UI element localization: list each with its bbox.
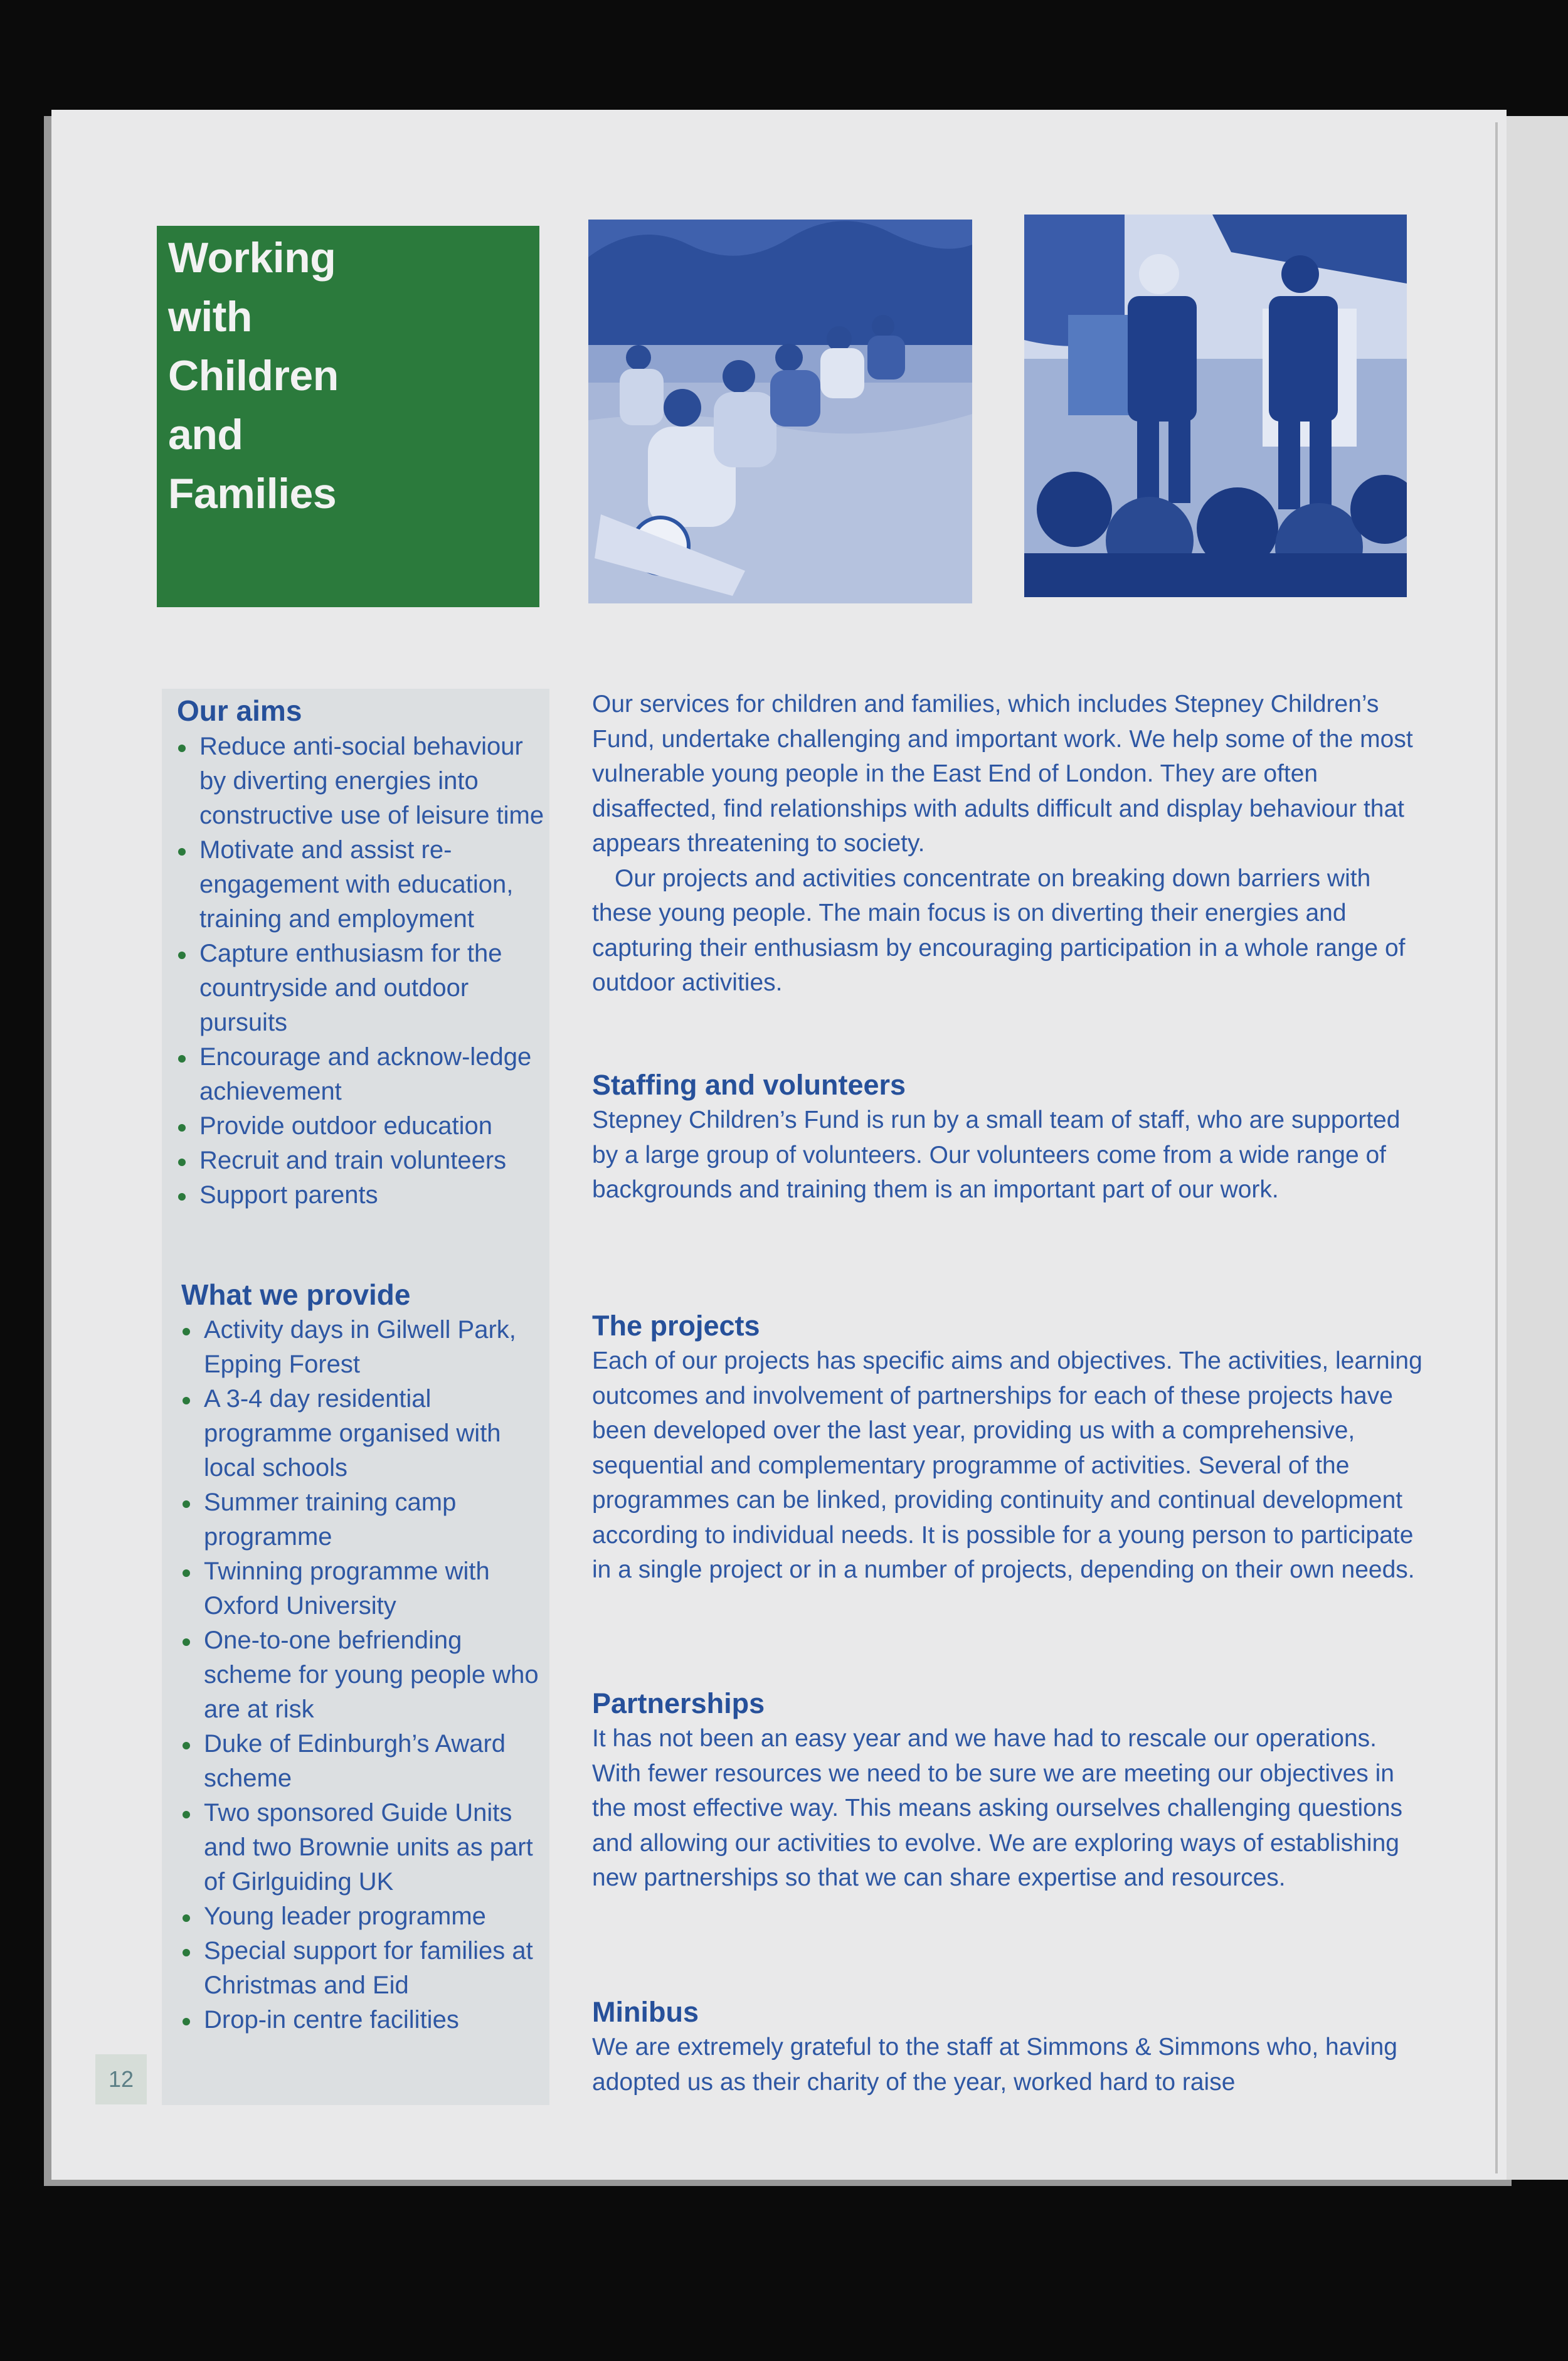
bullet-icon	[183, 1949, 190, 1956]
title-line: and	[168, 411, 243, 459]
minibus-heading: Minibus	[592, 1996, 699, 2028]
bullet-icon	[178, 1055, 186, 1063]
bullet-icon	[178, 1159, 186, 1166]
children-group-photo	[588, 220, 972, 603]
partnerships-section	[592, 1686, 1426, 1896]
minibus-paragraph: We are extremely grateful to the staff at Simmons & Simmons who, having adopted us as their charity of the year, worked hard to raise	[592, 2034, 1397, 2096]
list-item: Reduce anti-social behaviour by diverting energies into constructive use of leisure time	[177, 730, 553, 833]
bullet-icon	[183, 1811, 190, 1818]
bullet-icon	[183, 1500, 190, 1508]
list-item: Motivate and assist re-engagement with education, training and employment	[177, 833, 553, 936]
list-item: Young leader programme	[181, 1899, 551, 1934]
list-item: One-to-one befriending scheme for young people who are at risk	[181, 1623, 551, 1727]
partnerships-paragraph: It has not been an easy year and we have had to rescale our operations. With fewer resources we need to be sure we are meeting our objectives in the most effective way. This means asking ourselves challenging questions and allowing our activities to evolve. We are exploring ways of establishing new partnerships so that we can share expertise and resources.	[592, 1725, 1403, 1891]
list-item: Special support for families at Christmas and Eid	[181, 1934, 551, 2003]
list-item: Encourage and acknow-ledge achievement	[177, 1040, 553, 1109]
staffing-heading: Staffing and volunteers	[592, 1069, 906, 1101]
bullet-icon	[178, 848, 186, 856]
bullet-icon	[183, 1914, 190, 1922]
minibus-section	[592, 1995, 1426, 2099]
next-page-edge	[1499, 116, 1568, 2180]
provide-heading: What we provide	[181, 1278, 411, 1311]
bullet-icon	[178, 1124, 186, 1132]
list-item: Capture enthusiasm for the countryside and outdoor pursuits	[177, 936, 553, 1040]
list-item: Support parents	[177, 1178, 553, 1212]
intro-text	[592, 687, 1426, 1000]
title-line: Working	[168, 234, 336, 282]
staffing-section	[592, 1068, 1426, 1207]
bullet-icon	[183, 1638, 190, 1646]
intro-paragraph: Our projects and activities concentrate on breaking down barriers with these young people. The main focus is on diverting their energies and capturing their enthusiasm by encouraging participation in a whole range of outdoor activities.	[592, 864, 1406, 996]
bullet-icon	[183, 2018, 190, 2025]
list-item: Activity days in Gilwell Park, Epping Forest	[181, 1313, 551, 1382]
intro-paragraph: Our services for children and families, which includes Stepney Children’s Fund, undertake challenging and important work. We help some of the most vulnerable young people in the East End of London. They are often disaffected, find relationships with adults difficult and display behaviour that appears threatening to society.	[592, 691, 1413, 857]
title-block	[157, 226, 539, 607]
list-item: Recruit and train volunteers	[177, 1143, 553, 1178]
partnerships-heading: Partnerships	[592, 1687, 765, 1719]
bullet-icon	[183, 1569, 190, 1577]
bullet-icon	[183, 1397, 190, 1404]
aims-list	[177, 730, 553, 1212]
bullet-icon	[183, 1742, 190, 1749]
bullet-icon	[178, 745, 186, 752]
aims-heading: Our aims	[177, 694, 302, 727]
police-officers-photo	[1024, 215, 1407, 597]
projects-section	[592, 1308, 1426, 1588]
projects-heading: The projects	[592, 1310, 760, 1342]
bullet-icon	[178, 1193, 186, 1201]
page-gutter	[1495, 122, 1498, 2173]
staffing-paragraph: Stepney Children’s Fund is run by a small team of staff, who are supported by a large group of volunteers. Our volunteers come from a wide range of backgrounds and training them is an important part of our work.	[592, 1106, 1401, 1203]
projects-paragraph: Each of our projects has specific aims and objectives. The activities, learning outcomes and involvement of partnerships for each of these projects have been developed over the last year, providing us with a comprehensive, sequential and complementary programme of activities. Several of the programmes can be linked, providing continuity and continual development according to individual needs. It is possible for a young person to participate in a single project or in a number of projects, depending on their own needs.	[592, 1347, 1422, 1583]
list-item: Provide outdoor education	[177, 1109, 553, 1143]
title-line: Families	[168, 470, 337, 517]
list-item: Twinning programme with Oxford University	[181, 1554, 551, 1623]
page-number: 12	[95, 2054, 147, 2104]
bullet-icon	[183, 1328, 190, 1335]
list-item: Duke of Edinburgh’s Award scheme	[181, 1727, 551, 1796]
list-item: Drop-in centre facilities	[181, 2003, 551, 2037]
list-item: A 3-4 day residential programme organised with local schools	[181, 1382, 551, 1485]
list-item: Two sponsored Guide Units and two Brownie units as part of Girlguiding UK	[181, 1796, 551, 1899]
title-line: with	[168, 293, 252, 341]
title-line: Children	[168, 352, 339, 400]
list-item: Summer training camp programme	[181, 1485, 551, 1554]
provide-list	[181, 1313, 551, 2037]
bullet-icon	[178, 952, 186, 959]
